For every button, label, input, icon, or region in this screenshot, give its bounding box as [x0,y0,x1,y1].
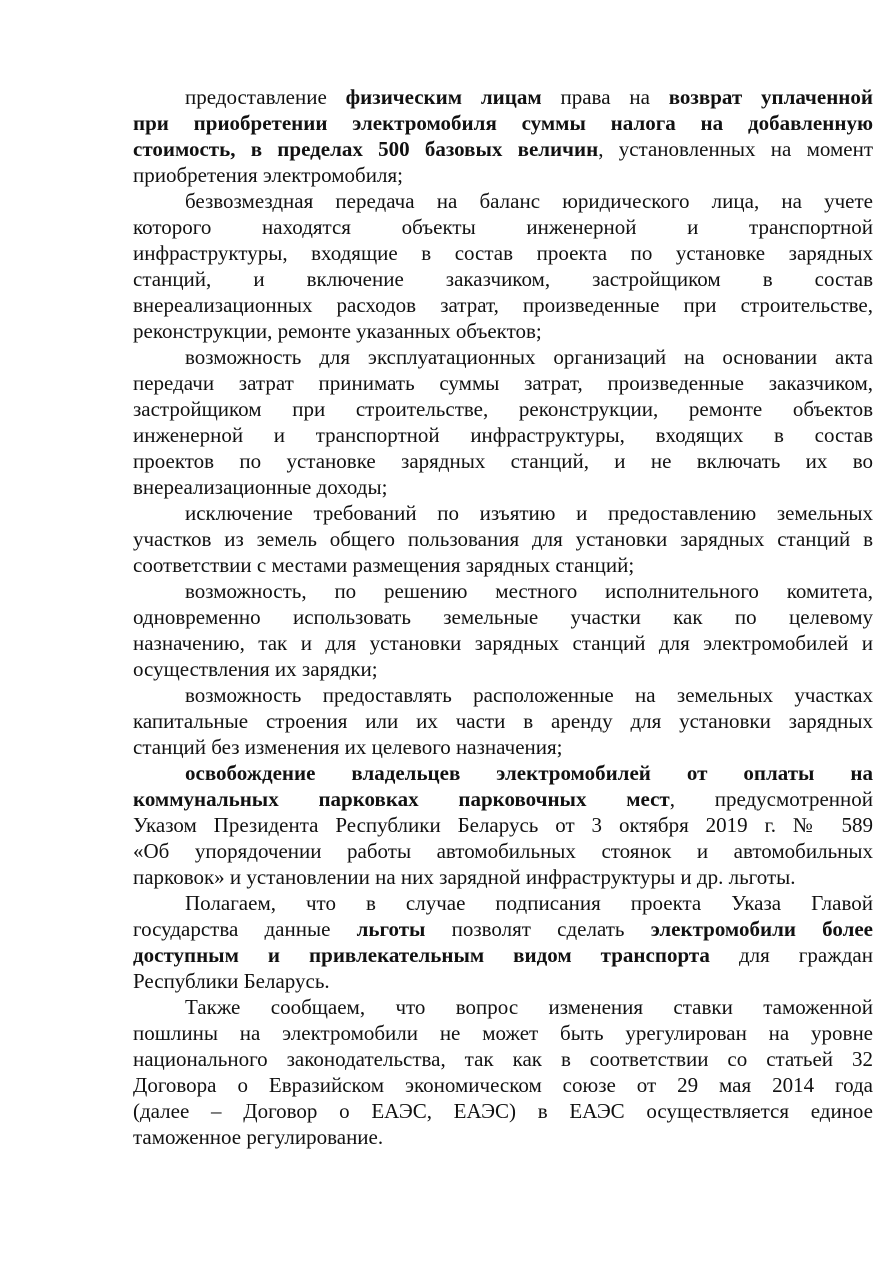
text: Также сообщаем, что вопрос изменения ставки таможенной [185,995,873,1019]
text-line [133,916,873,942]
paragraph [133,500,873,578]
text: Республики Беларусь. [133,969,330,993]
document-body [133,84,873,1150]
text: безвозмездная передача на баланс юридического лица, на учете [185,189,873,213]
text-line [133,812,873,838]
text-line [133,474,873,500]
text-line [133,890,873,916]
text: внереализационные доходы; [133,475,388,499]
text-line [133,318,873,344]
text-line [133,838,873,864]
text-line [133,162,873,188]
text-line [133,422,873,448]
paragraph [133,344,873,500]
text: проектов по установке зарядных станций, и не включать их во [133,449,873,473]
text-line [133,734,873,760]
text: для граждан [709,943,873,967]
text: позволят сделать [425,917,651,941]
paragraph [133,578,873,682]
text: соответствии с местами размещения зарядных станций; [133,553,635,577]
text: таможенное регулирование. [133,1125,384,1149]
paragraph [133,682,873,760]
text: (далее – Договор о ЕАЭС, ЕАЭС) в ЕАЭС осуществляется единое [133,1099,873,1123]
text-line [133,1072,873,1098]
text: передачи затрат принимать суммы затрат, произведенные заказчиком, [133,371,873,395]
text-line [133,786,873,812]
text: назначению, так и для установки зарядных станций для электромобилей и [133,631,873,655]
text: пошлины на электромобили не может быть урегулирован на уровне [133,1021,873,1045]
text: исключение требований по изъятию и предоставлению земельных [185,501,873,525]
bold-text: возврат уплаченной [668,85,873,109]
text: возможность, по решению местного исполнительного комитета, [185,579,873,603]
text-line [133,266,873,292]
bold-text: при приобретении электромобиля суммы налога на добавленную [133,111,873,135]
text-line [133,682,873,708]
text-line [133,292,873,318]
bold-text: электромобили более [650,917,873,941]
text: капитальные строения или их части в аренду для установки зарядных [133,709,873,733]
text-line [133,864,873,890]
text-line [133,708,873,734]
text-line [133,110,873,136]
text: права на [541,85,669,109]
paragraph [133,760,873,890]
paragraph [133,890,873,994]
text-line [133,604,873,630]
text: Указом Президента Республики Беларусь от 3 октября 2019 г. № 589 [133,813,873,837]
paragraph [133,994,873,1150]
text-line [133,84,873,110]
paragraph [133,188,873,344]
text-line [133,136,873,162]
text-line [133,968,873,994]
text-line [133,994,873,1020]
text-line [133,526,873,552]
text-line [133,1098,873,1124]
bold-text: физическим лицам [345,85,542,109]
text-line [133,344,873,370]
text: реконструкции, ремонте указанных объектов; [133,319,542,343]
text: станций, и включение заказчиком, застройщиком в состав [133,267,873,291]
text-line [133,240,873,266]
bold-text: льготы [356,917,426,941]
text-line [133,370,873,396]
bold-text: освобождение владельцев электромобилей от оплаты на [185,761,873,785]
text-line [133,942,873,968]
text: предоставление [185,85,346,109]
text-line [133,578,873,604]
text: национального законодательства, так как в соответствии со статьей 32 [133,1047,873,1071]
text: внереализационных расходов затрат, произведенные при строительстве, [133,293,873,317]
text-line [133,656,873,682]
bold-text: стоимость, в пределах 500 базовых величин [133,137,599,161]
text: парковок» и установлении на них зарядной инфраструктуры и др. льготы. [133,865,796,889]
text-line [133,1046,873,1072]
text: «Об упорядочении работы автомобильных стоянок и автомобильных [133,839,873,863]
text-line [133,760,873,786]
text: участков из земель общего пользования для установки зарядных станций в [133,527,873,551]
text: возможность предоставлять расположенные на земельных участках [185,683,873,707]
text-line [133,448,873,474]
text: , установленных на момент [598,137,873,161]
text: инфраструктуры, входящие в состав проекта по установке зарядных [133,241,873,265]
text: Полагаем, что в случае подписания проекта Указа Главой [185,891,873,915]
text-line [133,500,873,526]
text: , предусмотренной [669,787,873,811]
text: которого находятся объекты инженерной и транспортной [133,215,873,239]
text: государства данные [133,917,357,941]
bold-text: коммунальных парковках парковочных мест [133,787,670,811]
text: станций без изменения их целевого назначения; [133,735,563,759]
text-line [133,552,873,578]
text: застройщиком при строительстве, реконструкции, ремонте объектов [133,397,873,421]
text: инженерной и транспортной инфраструктуры, входящих в состав [133,423,873,447]
text-line [133,1124,873,1150]
text-line [133,1020,873,1046]
text: одновременно использовать земельные участки как по целевому [133,605,873,629]
paragraph [133,84,873,188]
text: возможность для эксплуатационных организаций на основании акта [185,345,873,369]
text: осуществления их зарядки; [133,657,378,681]
text-line [133,188,873,214]
text-line [133,214,873,240]
text: приобретения электромобиля; [133,163,403,187]
bold-text: доступным и привлекательным видом транспорта [133,943,710,967]
text-line [133,630,873,656]
text-line [133,396,873,422]
text: Договора о Евразийском экономическом союзе от 29 мая 2014 года [133,1073,873,1097]
